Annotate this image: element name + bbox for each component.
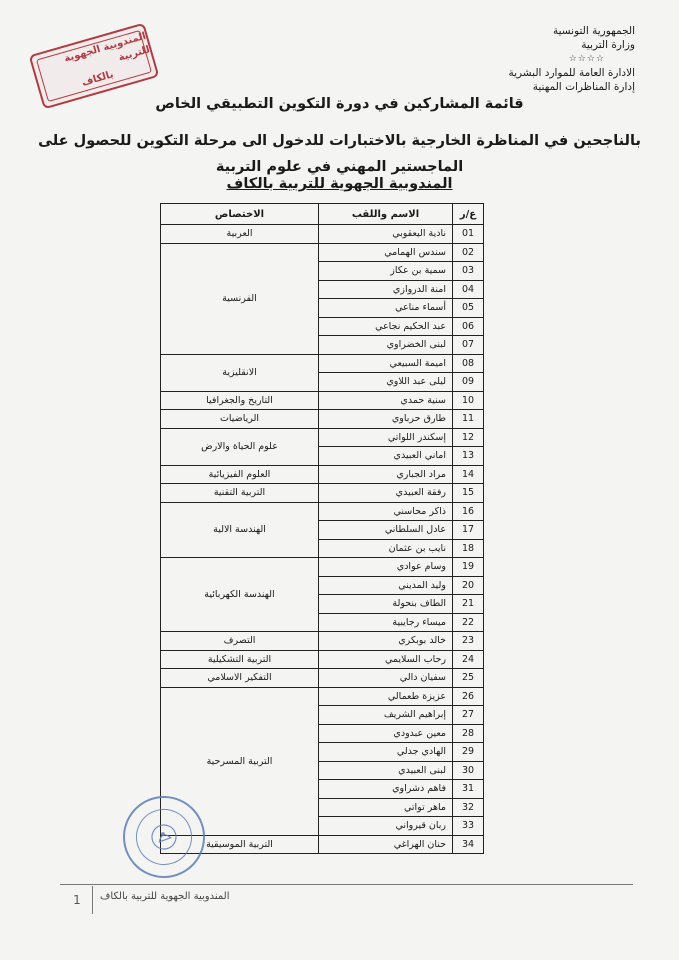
specialty-cell: التربية المسرحية (161, 687, 319, 835)
row-number: 31 (453, 780, 484, 799)
participants-table (160, 203, 484, 854)
participant-name: وسام عوادي (319, 558, 453, 577)
footer-text: المندوبية الجهوية للتربية بالكاف (100, 891, 230, 902)
header-line-department: إدارة المناظرات المهنية (532, 81, 635, 93)
row-number: 12 (453, 428, 484, 447)
specialty-cell: التفكير الاسلامي (161, 669, 319, 688)
row-number: 18 (453, 539, 484, 558)
column-header-specialty: الاختصاص (161, 204, 319, 225)
row-number: 27 (453, 706, 484, 725)
ministry-header (508, 24, 635, 94)
row-number: 30 (453, 761, 484, 780)
specialty-cell: التصرف (161, 632, 319, 651)
table-row (161, 243, 484, 262)
specialty-cell: التاريخ والجغرافيا (161, 391, 319, 410)
header-line-ministry: وزارة التربية (581, 39, 635, 51)
row-number: 21 (453, 595, 484, 614)
participant-name: وليد المديني (319, 576, 453, 595)
page-number: 1 (62, 886, 93, 914)
row-number: 10 (453, 391, 484, 410)
row-number: 05 (453, 299, 484, 318)
row-number: 11 (453, 410, 484, 429)
participant-name: طارق حرباوي (319, 410, 453, 429)
row-number: 24 (453, 650, 484, 669)
specialty-cell: التربية الموسيقية (161, 835, 319, 854)
specialty-cell: الفرنسية (161, 243, 319, 354)
row-number: 14 (453, 465, 484, 484)
table-row (161, 410, 484, 429)
table-row (161, 225, 484, 244)
table-row (161, 484, 484, 503)
participant-name: الهادي جدلي (319, 743, 453, 762)
row-number: 13 (453, 447, 484, 466)
participant-name: نادية اليعقوبي (319, 225, 453, 244)
table-row (161, 465, 484, 484)
row-number: 03 (453, 262, 484, 281)
table-row (161, 669, 484, 688)
specialty-cell: الانقليزية (161, 354, 319, 391)
column-header-number: ع/ر (453, 204, 484, 225)
row-number: 04 (453, 280, 484, 299)
participant-name: سفيان دالي (319, 669, 453, 688)
row-number: 01 (453, 225, 484, 244)
table-row (161, 632, 484, 651)
row-number: 19 (453, 558, 484, 577)
participant-name: إبراهيم الشريف (319, 706, 453, 725)
row-number: 29 (453, 743, 484, 762)
table-row (161, 835, 484, 854)
document-subtitle: بالناجحين في المناظرة الخارجية بالاختبارات للدخول الى مرحلة التكوين للحصول على الماجستير المهني في علوم التربية (38, 133, 641, 175)
row-number: 23 (453, 632, 484, 651)
participant-name: اميمة السبيعي (319, 354, 453, 373)
seal-inner-ring (128, 801, 200, 873)
table-header-row (161, 204, 484, 225)
stamp-line-1: المندوبية الجهوية للتربية (63, 30, 152, 65)
participant-name: الطاف بنحولة (319, 595, 453, 614)
participant-name: امنة الدروازي (319, 280, 453, 299)
participant-name: إسكندر اللواتي (319, 428, 453, 447)
specialty-cell: الرياضيات (161, 410, 319, 429)
participant-name: رفقة العبيدي (319, 484, 453, 503)
participant-name: لبنى الخضراوي (319, 336, 453, 355)
row-number: 26 (453, 687, 484, 706)
participant-name: سندس الهمامي (319, 243, 453, 262)
participant-name: اماني العبيدي (319, 447, 453, 466)
row-number: 06 (453, 317, 484, 336)
row-number: 32 (453, 798, 484, 817)
specialty-cell: علوم الحياة والارض (161, 428, 319, 465)
specialty-cell: التربية التشكيلية (161, 650, 319, 669)
row-number: 33 (453, 817, 484, 836)
table-row (161, 428, 484, 447)
table-row (161, 687, 484, 706)
participant-name: عادل السلطاني (319, 521, 453, 540)
header-line-directorate: الادارة العامة للموارد البشرية (508, 67, 635, 79)
row-number: 09 (453, 373, 484, 392)
participant-name: ذاكر محاسني (319, 502, 453, 521)
stars-icon: ☆☆☆☆ (568, 54, 605, 64)
row-number: 08 (453, 354, 484, 373)
table-row (161, 650, 484, 669)
document-title: قائمة المشاركين في دورة التكوين التطبيقي الخاص (155, 96, 524, 112)
row-number: 25 (453, 669, 484, 688)
specialty-cell: العلوم الفيزيائية (161, 465, 319, 484)
participant-name: فاهم دشراوي (319, 780, 453, 799)
row-number: 28 (453, 724, 484, 743)
specialty-cell: الهندسة الكهربائية (161, 558, 319, 632)
row-number: 16 (453, 502, 484, 521)
participant-name: معين عبدودي (319, 724, 453, 743)
participant-name: سمية بن عكاز (319, 262, 453, 281)
footer-divider (60, 884, 633, 885)
table-row (161, 558, 484, 577)
specialty-cell: التربية التقنية (161, 484, 319, 503)
column-header-name: الاسم واللقب (319, 204, 453, 225)
stamp-line-2: بالكاف (80, 69, 115, 89)
participant-name: أسماء مناعي (319, 299, 453, 318)
table-row (161, 391, 484, 410)
participant-name: خالد بوبكري (319, 632, 453, 651)
table-row (161, 354, 484, 373)
header-line-republic: الجمهورية التونسية (553, 25, 635, 37)
seal-emblem-icon (145, 818, 183, 856)
participant-name: ماهر تواتي (319, 798, 453, 817)
row-number: 15 (453, 484, 484, 503)
row-number: 34 (453, 835, 484, 854)
specialty-cell: العربية (161, 225, 319, 244)
table-row (161, 502, 484, 521)
participant-name: مراد الجباري (319, 465, 453, 484)
participant-name: عبد الحكيم نجاعي (319, 317, 453, 336)
row-number: 07 (453, 336, 484, 355)
participant-name: رحاب السلايمي (319, 650, 453, 669)
participant-name: حنان الهراغي (319, 835, 453, 854)
row-number: 02 (453, 243, 484, 262)
participant-name: ربان قيرواني (319, 817, 453, 836)
participant-name: ميساء رجايبية (319, 613, 453, 632)
participant-name: ليلى عبد اللاوي (319, 373, 453, 392)
row-number: 22 (453, 613, 484, 632)
row-number: 17 (453, 521, 484, 540)
section-title: المندوبية الجهوية للتربية بالكاف (226, 176, 453, 192)
participant-name: لبنى العبيدي (319, 761, 453, 780)
row-number: 20 (453, 576, 484, 595)
participant-name: سنية حمدي (319, 391, 453, 410)
participant-name: عزيزة طعمالي (319, 687, 453, 706)
participant-name: نايب بن عثمان (319, 539, 453, 558)
specialty-cell: الهندسة الالية (161, 502, 319, 558)
